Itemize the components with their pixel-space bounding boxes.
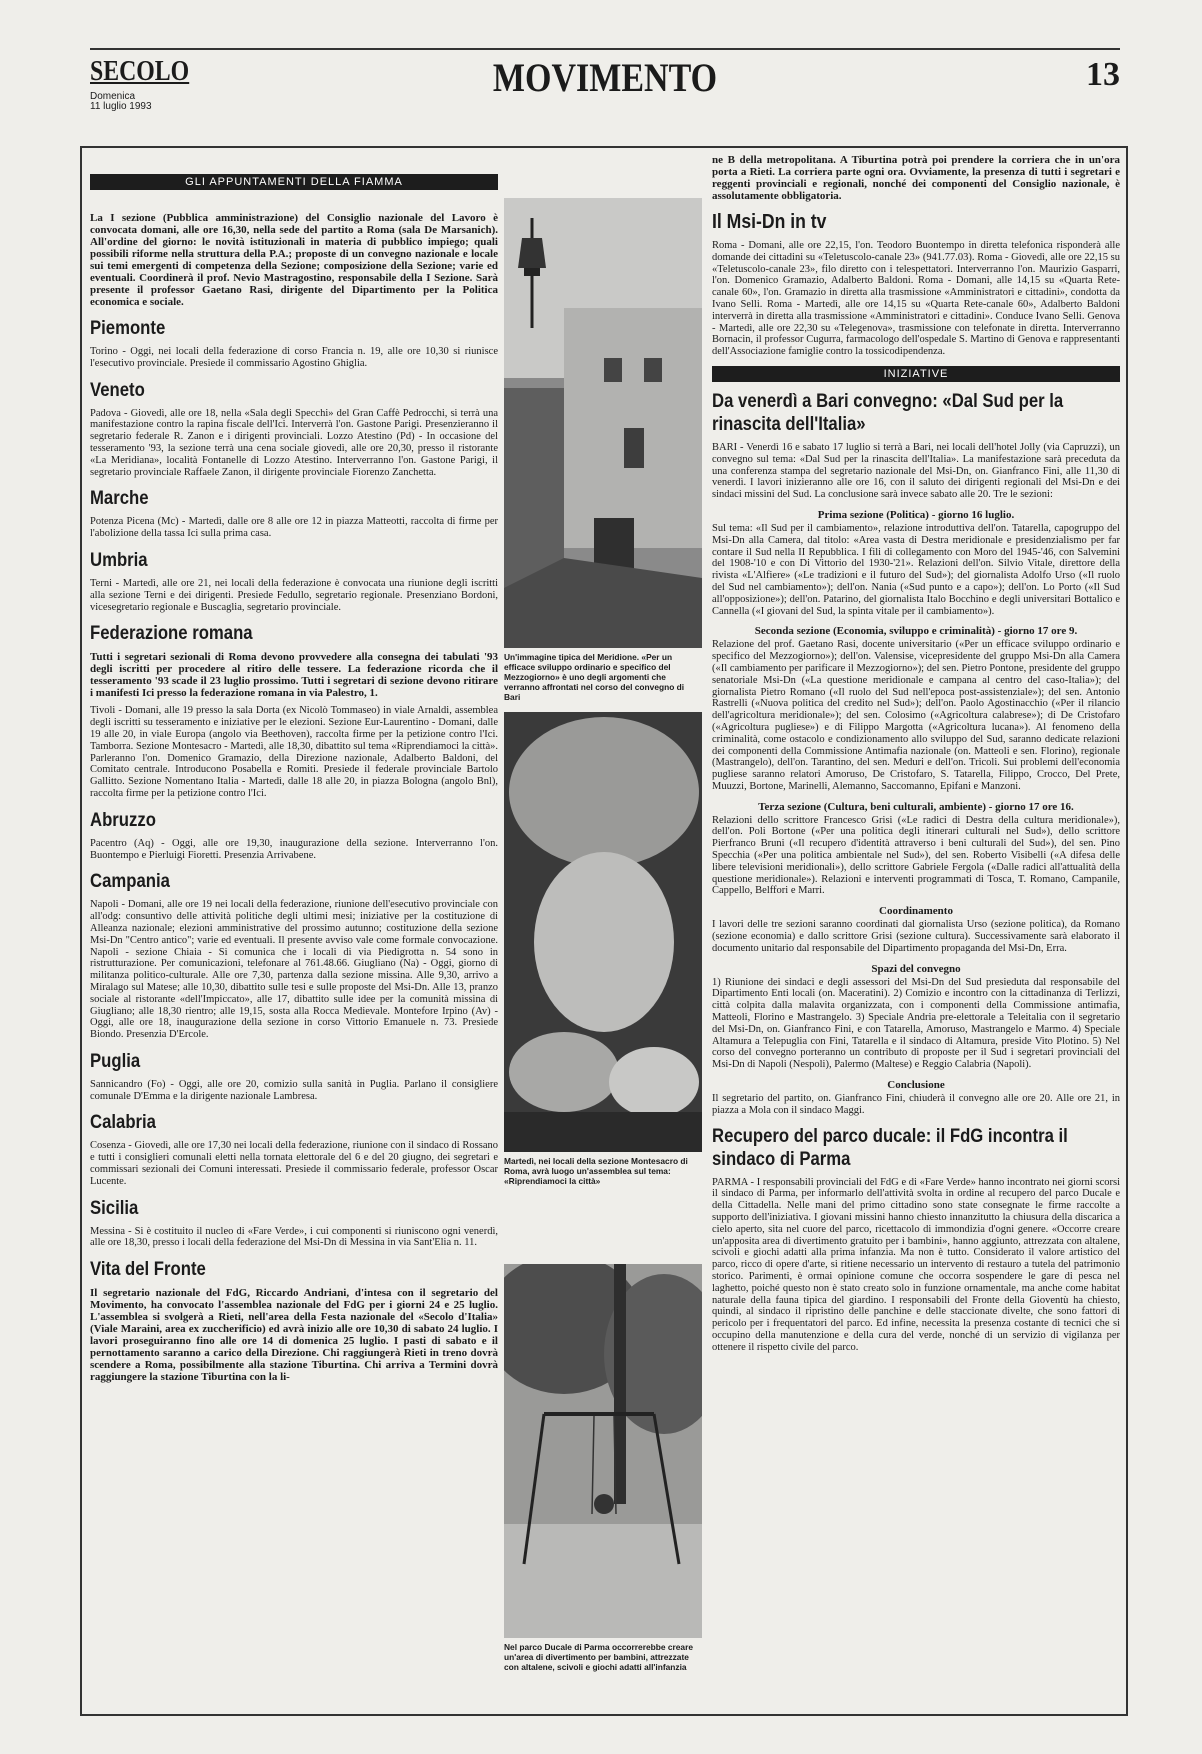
- region-text-piemonte: Torino - Oggi, nei locali della federazione di corso Francia n. 19, alle ore 10,30 si riunisce l'esecutivo provinciale. Presiede il commissario Agostino Ghiglia.: [90, 346, 498, 369]
- region-text-abruzzo: Pacentro (Aq) - Oggi, alle ore 19,30, inaugurazione della sezione. Interverranno l'on. Buontempo e Pierluigi Fioretti. Presenzia Arrivabene.: [90, 837, 498, 861]
- conclusione-text: Il segretario del partito, on. Gianfranco Fini, chiuderà il convegno alle ore 20. Alle ore 21, in piazza a Mola con il sindaco Maggi.: [712, 1093, 1120, 1116]
- photo-caption-1: Un'immagine tipica del Meridione. «Per un efficace sviluppo ordinario e specifico del Mezzogiorno» è uno degli argomenti che verranno affrontati nel corso del convegno di Bari: [504, 652, 685, 702]
- subhead-sezione-2: Seconda sezione (Economia, sviluppo e criminalità) - giorno 17 ore 9.: [754, 625, 1078, 638]
- column-photos: [504, 148, 702, 1714]
- section-title: MOVIMENTO: [492, 55, 718, 100]
- sezione-2-text: Relazione del prof. Gaetano Rasi, docente universitario («Per un efficace sviluppo ordinario e specifico del Mezzogiorno»); dell'on. Valensise, vicepresidente del gruppo Msi-Dn alla Camera («Il cambiamento per parificare il Mezzogiorno»); del sen. Pietro Pontone, presidente del gruppo senatoriale Msi-Dn («La questione meridionale e campana al centro del caso-Italia»); del giornalista Pietro Romano («Il ruolo del Sud nell'epoca post-assistenziale»); del sen. Antonio Rastrelli («Nuova politica del credito nel Sud»); dell'on. Paolo Agostinacchio («Per il rilancio dell'agricoltura meridionale»); del sen. Colosimo («Agricoltura calabrese»); di De Cristofaro («Agricoltura pugliese») e di Filippo Margotta («Agricoltura lucana»). Al fenomeno della criminalità, come ostacolo e condizionamento allo sviluppo del Sud, saranno dedicate relazioni dei componenti della Commissione Antimafia nazionale (on. Matteoli e sen. Florino), regionale (Mastrangelo), dell'on. Tarantino, del sen. Meduri e dell'on. Tricoli. Sui problemi dell'economia pugliese saranno relatori Amoruso, De Cristofaro, S. Tatarella, Filippo, Crocco, Del Prete, Muuzzi, Bortone, Marinelli, Alemanno, Saccomanno, Epifani e Manzoni.: [712, 639, 1120, 792]
- subhead-coordinamento: Coordinamento: [879, 905, 953, 918]
- region-heading-campania: Campania: [90, 871, 170, 893]
- page-number: 13: [1086, 56, 1120, 93]
- spazi-text: 1) Riunione dei sindaci e degli assessori del Msi-Dn del Sud presieduta dal responsabile del Dipartimento Enti locali (on. Maceratini). 2) Comizio e incontro con la cittadinanza di Terlizzi, città colpita dalla malavita organizzata, con i componenti della Commissione antimafia, Matteoli, Florino e Mastrangelo. 3) Speciale Andria pre-elettorale a Teleitalia con il segretario del Msi-Dn, on. Gianfranco Fini, e con Tatarella, Amoruso, Mastrangelo e Marmo. 4) Speciale Altamura a Telepuglia con Fini, Tatarella e il sindaco di Altamura, preside Vito Plotino. 5) Nel corso del convegno porteranno un contributo di proposte per il Sud i segretari provinciali del Msi-Dn di Napoli (Nespoli), Palermo (Maltese) e Reggio Calabria (Napoli).: [712, 976, 1120, 1071]
- region-heading-calabria: Calabria: [90, 1112, 156, 1134]
- subhead-spazi: Spazi del convegno: [871, 962, 961, 975]
- region-text-roma: Tivoli - Domani, alle 19 presso la sala Dorta (ex Nicolò Tommaseo) in viale Arnaldi, assemblea degli iscritti su tesseramento e iniziative per le elezioni. Sezione Eur-Laurentino - Domani, dalle 19 alle 20, in viale Europa (angolo via Beethoven), raccolta firme per la petizione contro l'Ici. Tamborra. Sezione Montesacro - Martedì, alle 18,30, dibattito sul tema «Riprendiamoci la città». Parleranno l'on. Domenico Gramazio, della Direzione nazionale, Adalberto Baldoni, del Comitato centrale. Introducono Posabella e Romiti. Presiede il federale provinciale Bartolo Gallitto. Sezione Nomentano Italia - Martedì, dalle 18 alle 20, in piazza Bologna (angolo Bnl), raccolta firme per la petizione contro l'Ici.: [90, 705, 498, 799]
- dateline-date: 11 luglio 1993: [90, 101, 152, 112]
- region-text-calabria: Cosenza - Giovedì, alle ore 17,30 nei locali della federazione, riunione con il sindaco di Rossano e tutti i consiglieri comunali eletti nella tornata elettorale del 6 e del 20 giugno, dei segretari e commissari sezionali dei Comuni interessati. Presiede il commissario federale, professor Oscar Lucente.: [90, 1140, 498, 1187]
- photo-street-lamp: [504, 198, 702, 648]
- section-heading-fronte: Vita del Fronte: [90, 1259, 206, 1281]
- column-left: [90, 148, 498, 1714]
- region-notice-roma: Tutti i segretari sezionali di Roma devono provvedere alla consegna dei tabulati '93 degli iscritti per procedere al ritiro delle tessere. La federazione ricorda che il tesseramento '93 scade il 23 luglio prossimo. Tutti i segretari di sezione devono ritirare i manifesti Ici presso la federazione romana in via Palestro, 1.: [90, 651, 498, 700]
- region-heading-piemonte: Piemonte: [90, 318, 166, 339]
- iniziative-banner: INIZIATIVE: [712, 366, 1120, 382]
- content-frame: [80, 146, 1128, 1716]
- column-right: [712, 148, 1120, 1714]
- park-swing-photo-illustration: [504, 1264, 702, 1638]
- photo-caption-2: Martedì, nei locali della sezione Montesacro di Roma, avrà luogo un'assemblea sul tema: «Riprendiamoci la città»: [504, 1156, 688, 1186]
- region-heading-umbria: Umbria: [90, 549, 148, 571]
- region-heading-veneto: Veneto: [90, 379, 145, 401]
- region-text-puglia: Sannicandro (Fo) - Oggi, alle ore 20, comizio sulla sanità in Puglia. Parlano il consigliere comunale D'Emma e la dirigente nazionale Lambresa.: [90, 1078, 498, 1102]
- sezione-3-text: Relazioni dello scrittore Francesco Grisi («Le radici di Destra della cultura meridionale»), dell'on. Poli Bortone («Per una politica degli itinerari culturali nel Sud»), dello scrittore Pierfranco Bruni («Il recupero d'identità attraverso i beni culturali del Sud»), del sen. Pino Specchia («Per una politica ambientale nel Sud»), del sen. Roberto Visibelli («A difesa delle libere televisioni meridionali»), dello scrittore Gabriele Fergola («Dalle radici all'attualità della questione meridionale»). Relazioni e interventi programmati di Tosca, T. Romano, Campanile, Cappello, Belffori e Marri.: [712, 814, 1120, 897]
- tv-text: Roma - Domani, alle ore 22,15, l'on. Teodoro Buontempo in diretta telefonica risponderà alle domande dei cittadini su «Teletuscolo-canale 23» (941.77.03). Roma - Giovedì, alle ore 22,15 su «Teletuscolo-canale 23», filo diretto con i telespettatori. Interverranno l'on. Maurizio Gasparri, l'on. Domenico Gramazio, Adalberto Baldoni. Roma - Domani, alle 14,15 su «Quarta Rete-canale 60», l'on. Gramazio in diretta alla trasmissione «Amministratori e cittadini», condotta da Ivano Selli. Roma - Martedì, alle ore 14,15 su «Quarta Rete-canale 60», Adalberto Baldoni interverrà in diretta alla trasmissione «Amministratori e cittadini». Conduce Ivano Selli. Genova - Martedì, alle ore 22,30 su «Telegenova», trasmissione con telefonate in diretta. Interverranno Bornacin, il professor Cugurra, farmacologo dell'ospedale S. Martino di Genova e rappresentanti dell'Associazione famiglie contro la tossicodipendenza.: [712, 240, 1120, 358]
- photo-parco-ducale: [504, 1264, 702, 1638]
- newspaper-logo: SECOLO: [90, 56, 190, 87]
- region-heading-puglia: Puglia: [90, 1050, 141, 1072]
- region-text-sicilia: Messina - Si è costituito il nucleo di «Fare Verde», i cui componenti si riuniscono ogni venerdì, alle ore 18,30, presso i locali della federazione del Msi-Dn di Messina in via Sant'Elia n. 11.: [90, 1225, 498, 1249]
- region-heading-roma: Federazione romana: [90, 623, 253, 645]
- region-heading-marche: Marche: [90, 488, 149, 510]
- headline-tv: Il Msi-Dn in tv: [712, 211, 827, 233]
- dateline: [90, 92, 152, 112]
- continued-text: ne B della metropolitana. A Tiburtina potrà poi prendere la corriera che in un'ora porta a Rieti. La corriera parte ogni ora. Ovviamente, la presenza di tutti i segretari e reggenti provinciali e regionali, nonché dei componenti del Consiglio nazionale, è assolutamente obbligatoria.: [712, 154, 1120, 202]
- region-heading-sicilia: Sicilia: [90, 1197, 139, 1219]
- bari-text: BARI - Venerdì 16 e sabato 17 luglio si terrà a Bari, nei locali dell'hotel Jolly (via Capruzzi), un convegno sul tema: «Dal Sud per la rinascita dell'Italia». La manifestazione sarà preceduta da una conferenza stampa del segretario nazionale del Msi-Dn, on. Gianfranco Fini, alle 11,30 di venerdì. I lavori inizieranno alle ore 16, con il saluto dei dirigenti regionali del Msi-Dn e dei sindaci missini del Sud. La conclusione sarà invece sabato alle 20. Tre le sezioni:: [712, 441, 1120, 501]
- sezione-1-text: Sul tema: «Il Sud per il cambiamento», relazione introduttiva dell'on. Tatarella, capogruppo del Msi-Dn alla Camera, dal titolo: «Area vasta di Destra meridionale e presidenzialismo per far contare il Sud nella II Repubblica. I fili di collegamento con Moro del 1945-'46, con Salvemini del 1908-'10 e con Di Vittorio del 1930-'21». Relazioni dell'on. Silvio Vitale, direttore della rivista «L'Alfiere» («Le tradizioni e il futuro del Sud»); del giornalista Adolfo Urso («Il ruolo del Sud nel cambiamento»); dell'on. Nania («Sud punto e a capo»); dell'on. Lo Porto («Il Sud all'opposizione»); dell'on. Patarino, del giornalista Italo Bocchino e degli universitari Bottalico e Cannella («I giovani del Sud, la spinta vitale per il cambiamento»).: [712, 522, 1120, 617]
- headline-bari: Da venerdì a Bari convegno: «Dal Sud per la rinascita dell'Italia»: [712, 390, 1064, 435]
- photo-montesacro: [504, 712, 702, 1152]
- section-text-fronte: Il segretario nazionale del FdG, Riccardo Andriani, d'intesa con il segretario del Movimento, ha convocato l'assemblea nazionale del FdG per i giorni 24 e 25 luglio. L'assemblea si svolgerà a Rieti, nell'area della Festa nazionale del «Secolo d'Italia» (Viale Maraini, area ex zuccherificio) ed avrà inizio alle ore 10,30 di sabato 24 luglio. I lavori proseguiranno fino alle ore 14 di domenica 25 luglio. I pasti di sabato e il pernottamento saranno a carico della Direzione. Chi raggiungerà Rieti in treno dovrà scendere a Roma, possibilmente alla stazione Tiburtina. Chi arriva a Termini dovrà raggiungere la stazione Tiburtina con la li-: [90, 1287, 498, 1384]
- photo-caption-3: Nel parco Ducale di Parma occorrerebbe creare un'area di divertimento per bambini, attrezzate con altalene, scivoli e giochi adatti all'infanzia: [504, 1642, 693, 1672]
- region-text-veneto: Padova - Giovedì, alle ore 18, nella «Sala degli Specchi» del Gran Caffè Pedrocchi, si terrà una manifestazione contro la rapina fiscale dell'Ici. Interverrà l'on. Gastone Parigi. Presenzieranno il segretario federale R. Zanon e i dirigenti provinciali. Lozzo Atestino (Pd) - In occasione del tesseramento '93, la sezione terrà una cena sociale giovedì, alle ore 20,30, presso il ristorante «La Meridiana», località Fontanelle di Lozzo Atestino. Interverranno l'on. Gastone Parigi, il segretario provinciale Raffaele Zanon, il dirigente provinciale Fiorenzo Zanchetta.: [90, 407, 498, 478]
- region-text-umbria: Terni - Martedì, alle ore 21, nei locali della federazione è convocata una riunione degli iscritti alla sezione Terni e dei dirigenti. Presiede Fedullo, segretario regionale. Presenziano Bordoni, vicesegretario regionale e Buscaglia, segretario provinciale.: [90, 577, 498, 613]
- headline-parma: Recupero del parco ducale: il FdG incontra il sindaco di Parma: [712, 1125, 1068, 1170]
- masthead: [90, 48, 1120, 118]
- subhead-conclusione: Conclusione: [887, 1079, 945, 1092]
- subhead-sezione-1: Prima sezione (Politica) - giorno 16 luglio.: [817, 508, 1015, 521]
- montesacro-photo-illustration: [504, 712, 702, 1152]
- region-heading-abruzzo: Abruzzo: [90, 809, 156, 831]
- street-photo-illustration: [504, 198, 702, 648]
- subhead-sezione-3: Terza sezione (Cultura, beni culturali, ambiente) - giorno 17 ore 16.: [758, 800, 1074, 813]
- intro-paragraph: La I sezione (Pubblica amministrazione) del Consiglio nazionale del Lavoro è convocata domani, alle ore 16,30, nella sede del partito a Roma (sala De Marsanich). All'ordine del giorno: le novità istituzionali in materia di pubblico impiego; quali possibili riforme nella struttura della P.A.; proposte di un convegno nazionale e locale sui temi emergenti di competenza della Sezione; composizione della Sezione; varie ed eventuali. Coordinerà il prof. Nevio Mastragostino, responsabile della I Sezione. Sarà presente il professor Gaetano Rasi, dirigente del Dipartimento per la Politica economica e sociale.: [90, 212, 498, 308]
- parma-text: PARMA - I responsabili provinciali del FdG e di «Fare Verde» hanno incontrato nei giorni scorsi il sindaco di Parma, per informarlo dell'attività svolta in ordine al recupero del parco Ducale e della Cittadella. Nelle mani del primo cittadino sono state consegnate le firme raccolte a supporto dell'iniziativa. I giovani missini hanno chiesto innanzitutto la chiusura della discarica a cielo aperto, sita nel cuore del parco, ricettacolo di immondizia d'ogni genere. «Occorre creare un'apposita area di divertimento gratuito per i bambini», hanno aggiunto, attrezzata con altalene, scivoli e giochi adatti alla prima infanzia. Ma non è tutto. Considerato il valore artistico del parco, ricco di opere d'arte, si ritiene necessario un intervento di restauro a tutela del patrimonio storico. Parimenti, è ormai opinione comune che occorra sospendere le gare di pesca nel laghetto, poiché questo non è stato creato solo in funzione ornamentale, ma anche come habitat naturale della fauna tipica del giardino. I responsabili del Fronte della Gioventù ha chiesto, quindi, al sindaco il ripristino delle panchine e delle staccionate divelte, che sono fattori di pericolo per i frequentatori del parco. Ed infine, necessita la presenza costante di tecnici che si occupino della manutenzione e della cura del verde, nonché di un servizio di vigilanza per ottenere il rispetto civile del parco.: [712, 1176, 1120, 1353]
- dateline-day: Domenica: [90, 91, 136, 102]
- section-banner: GLI APPUNTAMENTI DELLA FIAMMA: [90, 174, 498, 190]
- coordinamento-text: I lavori delle tre sezioni saranno coordinati dal giornalista Urso (sezione politica), da Romano (sezione economia) e dallo scrittore Grisi (sezione cultura). Successivamente sarà elaborato il documento unitario dal responsabile del Dipartimento propaganda del Msi-Dn, Erra.: [712, 919, 1120, 954]
- region-text-campania: Napoli - Domani, alle ore 19 nei locali della federazione, riunione dell'esecutivo provinciale con all'odg: consuntivo delle attività politiche degli ultimi mesi; iniziative per la costituzione di Alleanza nazionale; elezioni amministrative del prossimo autunno; costituzione della sezione Msi-Dn "Centro antico"; varie ed eventuali. Il presente avviso vale come formale convocazione. Napoli - sezione Chiaia - Si comunica che i locali di via Piedigrotta n. 54 sono in ristrutturazione. Per comunicazioni, telefonare al 761.48.66. Giugliano (Na) - Oggi, giorno di militanza politico-culturale. Alle ore 7,30, partenza dalla sezione missina. Alle 9,30, arrivo a Miralago sul Matese; alle 10,30, dibattito sulle tesi e sulle proposte del Msi-Dn. Alle 13, pranzo sociale al ristorante «dell'Impiccato», alle 17, dibattito sulle idee per la comunità missina di Giugliano; alle 18,30 rientro; alle 19,15, sosta alla Rocca Medievale. Montefore Irpino (Av) - Oggi, alle ore 18, inaugurazione della sezione in corso Vittorio Emanuele n. 73. Presiede Biondo. Presenzia D'Ercole.: [90, 899, 498, 1041]
- region-text-marche: Potenza Picena (Mc) - Martedì, dalle ore 8 alle ore 12 in piazza Matteotti, raccolta di firme per l'abolizione della tassa Ici sulla prima casa.: [90, 516, 498, 540]
